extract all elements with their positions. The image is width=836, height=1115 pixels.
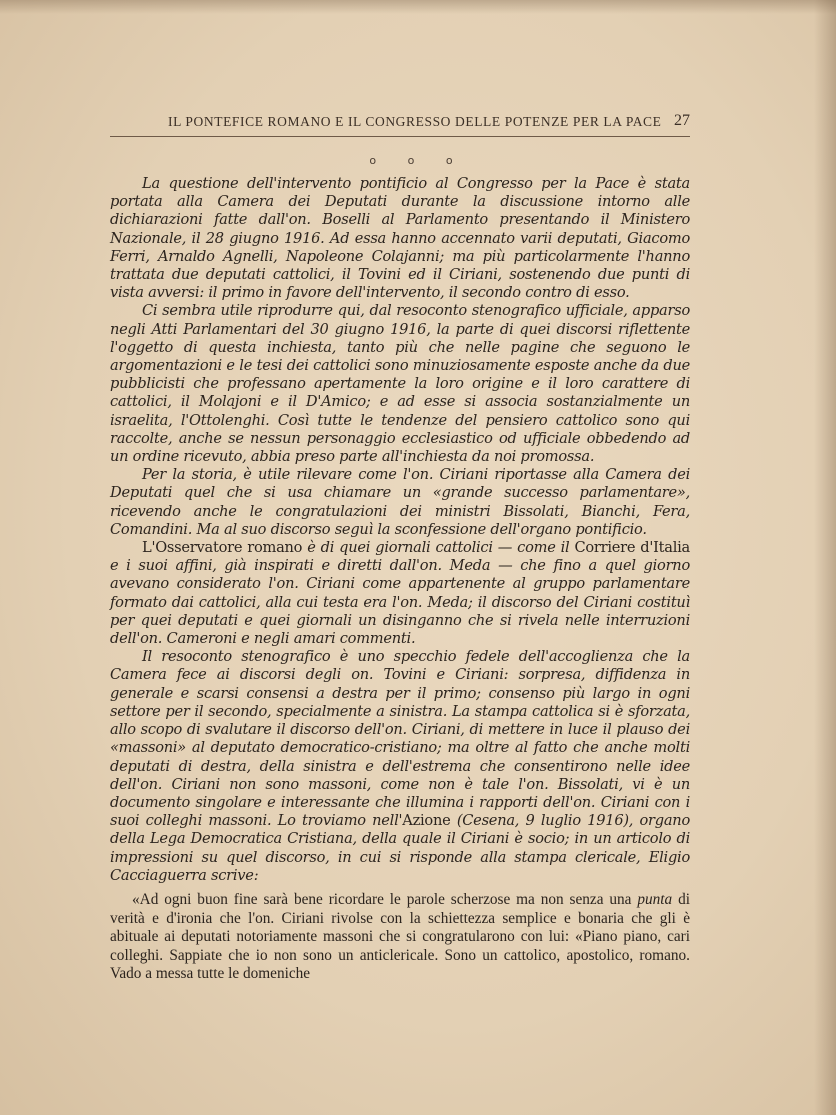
- paragraph-1: La questione dell'intervento pontificio al Congresso per la Pace è stata portata alla Camera dei Deputati durante la discussione intorno alle dichiarazioni fatte dall'on. Boselli al Parlamento presentando il Ministero Nazionale, il 28 giugno 1916. Ad essa hanno accennato varii deputati, Giacomo Ferri, Arnaldo Agnelli, Napoleone Colajanni; ma più particolarmente l'hanno trattata due deputati cattolici, il Tovini ed il Ciriani, sostenendo due punti di vista avversi: il primo in favore dell'intervento, il secondo contro di esso.: [110, 175, 690, 302]
- paragraph-5: [110, 648, 690, 885]
- section-ornament: o o o: [369, 154, 467, 167]
- page-number: 27: [674, 112, 690, 129]
- paragraph-4-text-a: è di quei giornali cattolici — come il: [302, 539, 575, 557]
- paragraph-4-text-b: e i suoi affini, già inspirati e diretti dall'on. Meda — che fino a quel giorno avevano considerato l'on. Ciriani come appartenente al gruppo parlamentare formato dai cattolici, alla cui testa era l'on. Meda; il discorso del Ciriani costituì per quei deputati e quei giornali un disinganno che si rivela nelle interruzioni dell'on. Cameroni e negli amari commenti.: [110, 557, 690, 648]
- paragraph-2: Ci sembra utile riprodurre qui, dal resoconto stenografico ufficiale, apparso negli Atti Parlamentari del 30 giugno 1916, la parte di quei discorsi riflettente l'oggetto di questa inchiesta, tanto più che nelle pagine che seguono le argomentazioni e le tesi dei cattolici sono minuziosamente esposte anche da due pubblicisti che professano apertamente la loro origine e il loro carattere di cattolici, il Molajoni e il D'Amico; e ad esse si associa sostanzialmente un israelita, l'Ottolenghi. Così tutte le tendenze del pensiero cattolico sono qui raccolte, anche se nessun personaggio ecclesiastico od ufficiale obbedendo ad un ordine ricevuto, abbia preso parte all'inchiesta da noi promossa.: [110, 302, 690, 466]
- page-top-shadow: [0, 0, 836, 14]
- running-header: [110, 112, 690, 137]
- running-title: IL PONTEFICE ROMANO E IL CONGRESSO DELLE POTENZE PER LA PACE: [168, 114, 662, 129]
- paragraph-4: [110, 539, 690, 648]
- quote-text-a: «Ad ogni buon fine sarà bene ricordare le parole scherzose ma non senza una: [132, 890, 638, 908]
- body-text: [110, 175, 690, 984]
- paragraph-3: Per la storia, è utile rilevare come l'on. Ciriani riportasse alla Camera dei Deputati quel che si usa chiamare un «grande successo parlamentare», ricevendo anche le congratulazioni dei ministri Bissolati, Bianchi, Fera, Comandini. Ma al suo discorso seguì la sconfessione dell'organo pontificio.: [110, 466, 690, 538]
- quote-emphasis: punta: [637, 890, 673, 908]
- paragraph-5-text-b: (Cesena, 9 luglio 1916), organo della Lega Democratica Cristiana, della quale il Ciriani è socio; in un articolo di impressioni su quel discorso, in cui si risponde alla stampa clericale, Eligio Cacciaguerra scrive:: [110, 812, 690, 884]
- quote-text-b: di verità e d'ironia che l'on. Ciriani rivolse con la schiettezza semplice e bonaria che gli è abituale ai deputati notoriamente massoni che si congratularono con lui: «Piano piano, cari colleghi. Sappiate che io non sono un anticlericale. Sono un cattolico, apostolico, romano. Vado a messa tutte le domeniche: [110, 890, 690, 983]
- newspaper-title: Corriere d'Italia: [574, 539, 691, 557]
- newspaper-title: Azione: [402, 812, 451, 830]
- newspaper-title: L'Osservatore romano: [142, 539, 303, 557]
- quotation: [110, 891, 690, 984]
- paragraph-5-text-a: Il resoconto stenografico è uno specchio fedele dell'accoglienza che la Camera fece ai discorsi degli on. Tovini e Ciriani: sorpresa, diffidenza in generale e scarsi consensi a destra per il primo; consenso più largo in ogni settore per il secondo, specialmente a sinistra. La stampa cattolica si è sforzata, allo scopo di svalutare il discorso dell'on. Ciriani, di mettere in luce il plauso dei «massoni» al deputato democratico-cristiano; ma oltre al fatto che anche molti deputati di destra, della sinistra e dell'estrema che consentirono nelle idee dell'on. Ciriani non sono massoni, come non è tale l'on. Bissolati, vi è un documento singolare e interessante che illumina i rapporti dell'on. Ciriani con i suoi colleghi massoni. Lo troviamo nell': [110, 648, 690, 830]
- page-right-edge: [814, 0, 836, 1115]
